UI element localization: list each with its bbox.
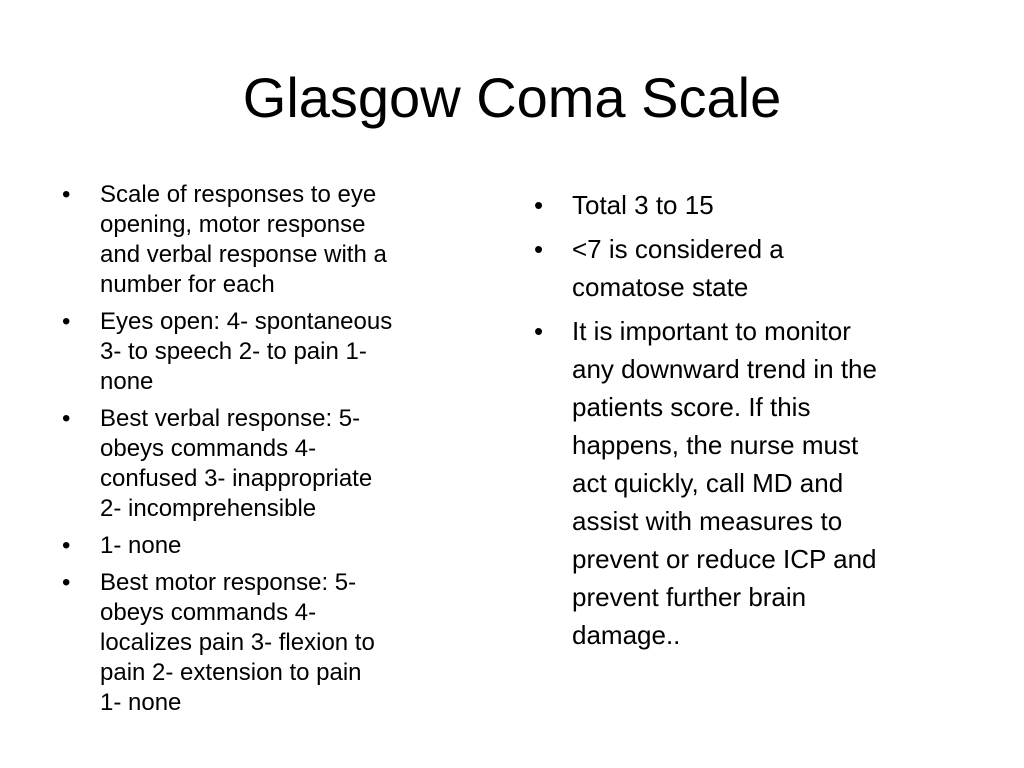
bullet-icon: • bbox=[62, 532, 71, 559]
bullet-icon: • bbox=[62, 181, 71, 208]
list-item-text: It is important to monitor any downward trend in the patients score. If this happens, the nurse must act quickly, call MD and assist with measures to prevent or reduce ICP and prevent further brain damage.. bbox=[572, 316, 877, 650]
bullet-icon: • bbox=[534, 316, 544, 346]
list-item bbox=[530, 312, 950, 654]
list-item-text: Best motor response: 5- obeys commands 4- localizes pain 3- flexion to pain 2- extension to pain 1- none bbox=[100, 569, 375, 716]
list-item-text: Scale of responses to eye opening, motor response and verbal response with a number for each bbox=[100, 181, 387, 298]
list-item bbox=[58, 404, 488, 524]
bullet-icon: • bbox=[62, 308, 71, 335]
list-item bbox=[58, 180, 488, 300]
list-item-text: Eyes open: 4- spontaneous 3- to speech 2- to pain 1- none bbox=[100, 308, 393, 395]
list-item-text: <7 is considered a comatose state bbox=[572, 234, 784, 302]
bullet-icon: • bbox=[62, 405, 71, 432]
bullet-icon: • bbox=[534, 234, 544, 264]
bullet-icon: • bbox=[62, 569, 71, 596]
right-bullet-list bbox=[530, 186, 950, 660]
list-item-text: Best verbal response: 5- obeys commands 4- confused 3- inappropriate 2- incomprehensible bbox=[100, 405, 373, 522]
list-item bbox=[530, 186, 950, 224]
list-item-text: 1- none bbox=[100, 532, 182, 559]
slide-title: Glasgow Coma Scale bbox=[242, 66, 782, 129]
list-item bbox=[58, 307, 488, 397]
list-item bbox=[58, 568, 488, 718]
list-item-text: Total 3 to 15 bbox=[572, 190, 714, 220]
left-bullet-list bbox=[58, 180, 488, 725]
list-item bbox=[530, 230, 950, 306]
list-item bbox=[58, 531, 488, 561]
bullet-icon: • bbox=[534, 190, 544, 220]
